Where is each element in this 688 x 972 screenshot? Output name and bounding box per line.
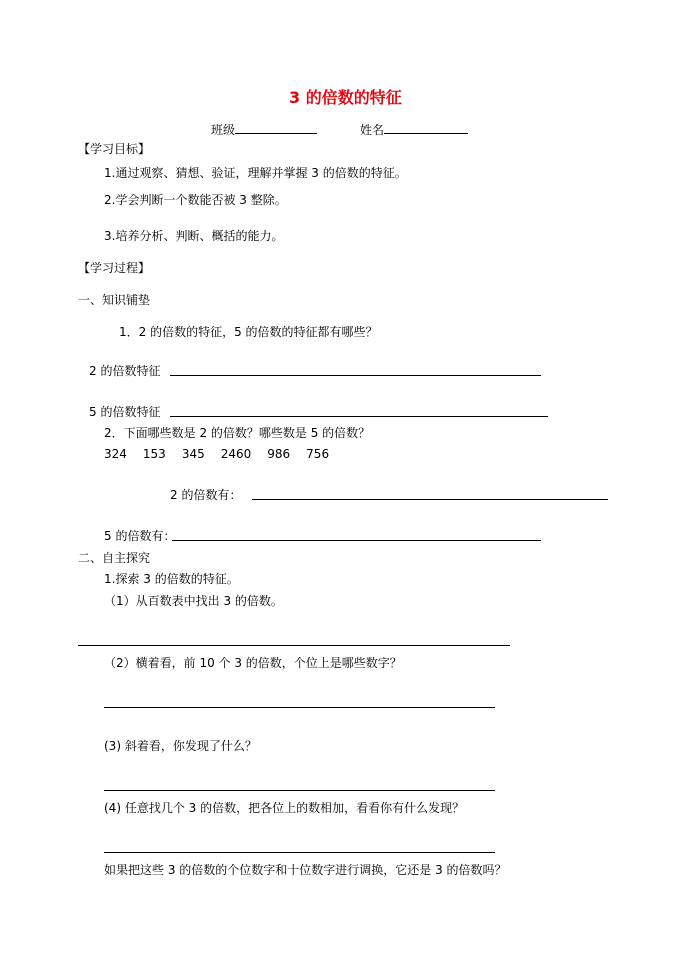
number-item: 756 xyxy=(306,447,330,461)
answer-line-multiples-5[interactable] xyxy=(172,540,541,541)
answer-line-multiples-2[interactable] xyxy=(252,499,608,500)
label-multiples-of-5: 5 的倍数有： xyxy=(104,529,176,543)
sub-question-2: （2）横着看，前 10 个 3 的倍数，个位上是哪些数字？ xyxy=(104,656,402,670)
question-1: 1．2 的倍数的特征，5 的倍数的特征都有哪些？ xyxy=(119,325,378,339)
answer-line-sub4[interactable] xyxy=(104,852,495,853)
name-field[interactable] xyxy=(360,121,468,138)
goal-item-2: 2.学会判断一个数能否被 3 整除。 xyxy=(104,193,287,207)
label-multiples-of-2: 2 的倍数有： xyxy=(170,488,242,502)
class-label: 班级 xyxy=(211,123,236,137)
goals-heading: 【学习目标】 xyxy=(78,142,151,156)
answer-line-sub3[interactable] xyxy=(104,790,495,791)
number-list xyxy=(104,446,345,462)
name-blank[interactable] xyxy=(384,121,468,134)
process-heading: 【学习过程】 xyxy=(78,261,151,275)
label-multiples-of-5-feature: 5 的倍数特征 xyxy=(89,405,161,419)
answer-line-sub2[interactable] xyxy=(104,707,495,708)
part2-heading: 二、自主探究 xyxy=(78,551,151,565)
class-blank[interactable] xyxy=(235,121,317,134)
sub-question-1: （1）从百数表中找出 3 的倍数。 xyxy=(104,594,283,608)
final-question: 如果把这些 3 的倍数的个位数字和十位数字进行调换，它还是 3 的倍数吗？ xyxy=(104,863,507,877)
answer-line-2-feature[interactable] xyxy=(170,375,541,376)
class-field[interactable] xyxy=(211,121,317,138)
name-label: 姓名 xyxy=(360,123,385,137)
number-item: 153 xyxy=(142,447,166,461)
number-item: 986 xyxy=(267,447,291,461)
question-2: 2．下面哪些数是 2 的倍数？哪些数是 5 的倍数？ xyxy=(104,426,371,440)
goal-item-3: 3.培养分析、判断、概括的能力。 xyxy=(104,229,284,243)
number-item: 324 xyxy=(104,447,127,461)
label-multiples-of-2-feature: 2 的倍数特征 xyxy=(89,364,161,378)
number-item: 345 xyxy=(181,447,205,461)
task-1: 1.探索 3 的倍数的特征。 xyxy=(104,572,239,586)
part1-heading: 一、知识铺垫 xyxy=(78,293,151,307)
sub-question-4: (4) 任意找几个 3 的倍数，把各位上的数相加，看看你有什么发现？ xyxy=(104,801,465,815)
goal-item-1: 1.通过观察、猜想、验证，理解并掌握 3 的倍数的特征。 xyxy=(104,166,407,180)
answer-line-5-feature[interactable] xyxy=(170,416,548,417)
sub-question-3: (3) 斜着看，你发现了什么？ xyxy=(104,739,257,753)
page-title: 3 的倍数的特征 xyxy=(289,88,402,107)
answer-line-sub1[interactable] xyxy=(78,645,510,646)
number-item: 2460 xyxy=(220,447,252,461)
